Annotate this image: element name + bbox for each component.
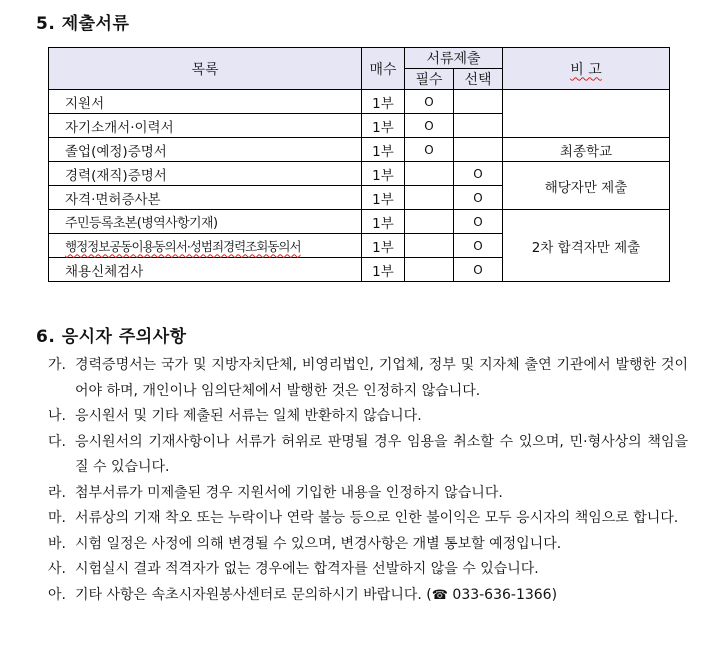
header-name: 목록 xyxy=(49,48,362,90)
list-item xyxy=(48,353,688,404)
row-must xyxy=(405,258,454,282)
row-name: 채용신체검사 xyxy=(49,258,362,282)
row-name: 자기소개서·이력서 xyxy=(49,114,362,138)
row-name: 자격·면허증사본 xyxy=(49,186,362,210)
phone-number: 033-636-1366 xyxy=(452,586,552,603)
header-note: 비 고 xyxy=(503,48,670,90)
notice-label: 다. xyxy=(48,433,66,450)
section-title-notices: 6. 응시자 주의사항 xyxy=(36,327,187,347)
notice-label: 사. xyxy=(48,561,66,577)
row-note: 해당자만 제출 xyxy=(503,162,670,210)
list-item xyxy=(48,532,688,558)
notice-text: 응시원서의 기재사항이나 서류가 허위로 판명될 경우 임용을 취소할 수 있으며, 민·형사상의 책임을 질 수 있습니다. xyxy=(75,433,688,475)
notice-text: 시험실시 결과 적격자가 없는 경우에는 합격자를 선발하지 않을 수 있습니다. xyxy=(75,561,539,577)
row-optional: O xyxy=(454,186,503,210)
row-must: O xyxy=(405,138,454,162)
header-optional: 선택 xyxy=(454,69,503,90)
row-must: O xyxy=(405,90,454,114)
telephone-icon: ☎ xyxy=(431,587,448,603)
row-optional xyxy=(454,138,503,162)
section-title-documents: 5. 제출서류 xyxy=(36,14,130,34)
notice-label: 바. xyxy=(48,535,66,552)
table-header-row xyxy=(49,48,670,69)
row-name: 졸업(예정)증명서 xyxy=(49,138,362,162)
table-row xyxy=(49,210,670,234)
row-optional: O xyxy=(454,234,503,258)
table-row xyxy=(49,138,670,162)
row-name: 경력(재직)증명서 xyxy=(49,162,362,186)
row-optional xyxy=(454,114,503,138)
row-must: O xyxy=(405,114,454,138)
table-row xyxy=(49,90,670,114)
row-optional: O xyxy=(454,162,503,186)
list-item xyxy=(48,481,688,507)
notice-label: 가. xyxy=(48,357,66,373)
row-note xyxy=(503,90,670,138)
notice-label: 나. xyxy=(48,408,66,424)
row-note: 2차 합격자만 제출 xyxy=(503,210,670,282)
list-item xyxy=(48,506,688,532)
list-item xyxy=(48,583,688,609)
row-must xyxy=(405,186,454,210)
row-count: 1부 xyxy=(362,90,405,114)
row-name: 행정정보공동이용동의서·성범죄경력조회동의서 xyxy=(49,234,362,258)
row-must xyxy=(405,210,454,234)
notice-text: 경력증명서는 국가 및 지방자치단체, 비영리법인, 기업체, 정부 및 지자체 출연 기관에서 발행한 것이어야 하며, 개인이나 임의단체에서 발행한 것은 인정하지 않습니다. xyxy=(75,357,688,399)
list-item xyxy=(48,404,688,430)
row-name: 지원서 xyxy=(49,90,362,114)
notice-text: 첨부서류가 미제출된 경우 지원서에 기입한 내용을 인정하지 않습니다. xyxy=(75,484,503,501)
documents-table xyxy=(48,47,670,282)
row-optional: O xyxy=(454,210,503,234)
row-name: 주민등록초본(병역사항기재) xyxy=(49,210,362,234)
notice-label: 아. xyxy=(48,586,66,603)
row-count: 1부 xyxy=(362,114,405,138)
row-count: 1부 xyxy=(362,138,405,162)
list-item xyxy=(48,430,688,481)
row-optional: O xyxy=(454,258,503,282)
row-count: 1부 xyxy=(362,186,405,210)
header-must: 필수 xyxy=(405,69,454,90)
table-row xyxy=(49,162,670,186)
row-count: 1부 xyxy=(362,210,405,234)
notice-label: 마. xyxy=(48,510,66,526)
header-submit: 서류제출 xyxy=(405,48,503,69)
row-note: 최종학교 xyxy=(503,138,670,162)
notice-text: 기타 사항은 속초시자원봉사센터로 문의하시기 바랍니다. (☎ 033-636-1366) xyxy=(75,583,688,609)
notice-label: 라. xyxy=(48,484,66,501)
row-must xyxy=(405,162,454,186)
notice-text: 응시원서 및 기타 제출된 서류는 일체 반환하지 않습니다. xyxy=(75,408,422,424)
row-must xyxy=(405,234,454,258)
header-count: 매수 xyxy=(362,48,405,90)
notice-list xyxy=(48,353,688,608)
row-optional xyxy=(454,90,503,114)
row-count: 1부 xyxy=(362,234,405,258)
row-count: 1부 xyxy=(362,258,405,282)
notice-text: 서류상의 기재 착오 또는 누락이나 연락 불능 등으로 인한 불이익은 모두 응시자의 책임으로 합니다. xyxy=(75,510,679,526)
notice-text: 시험 일정은 사정에 의해 변경될 수 있으며, 변경사항은 개별 통보할 예정입니다. xyxy=(75,535,562,552)
list-item xyxy=(48,557,688,583)
row-count: 1부 xyxy=(362,162,405,186)
